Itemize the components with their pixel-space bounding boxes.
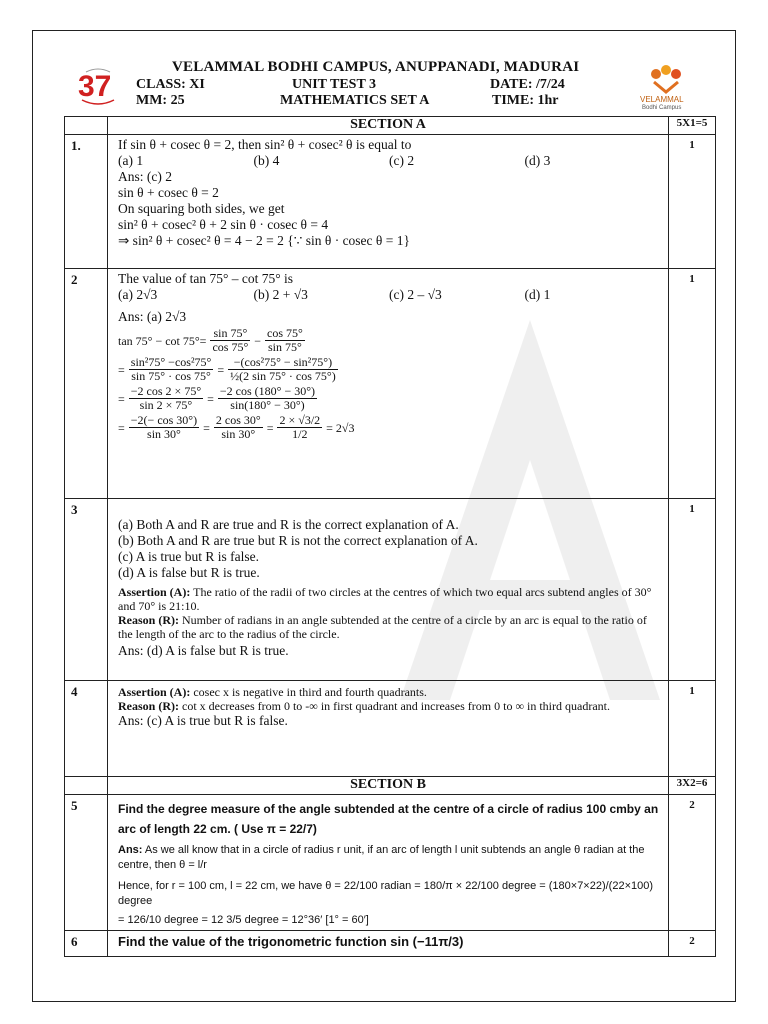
fraction: $\frac{-2(- \cos 30^\circ)}{\sin 30^\circ}$ — [130, 413, 198, 441]
section-a-marks: 5X1=5 — [669, 117, 716, 135]
answer-line: Ans: (c) A is true but R is false. — [118, 713, 288, 728]
option-c: (c) 2 – √3 — [389, 287, 442, 302]
solution-line: On squaring both sides, we get — [118, 201, 285, 216]
school-name: VELAMMAL BODHI CAMPUS, ANUPPANADI, MADURAI — [172, 59, 580, 75]
question-row-1 — [65, 135, 716, 269]
question-number: 1. — [65, 135, 108, 269]
fraction: $\frac{\text{−(cos²75° − sin²75°)}}{\text{½(2 sin 75° · cos 75°)}}$ — [230, 355, 336, 383]
fraction: $\frac{\cos 75^\circ}{\sin 75^\circ}$ — [267, 326, 303, 354]
solution-step-3: = $\frac{-2 \cos 2 \times 75^\circ}{\sin 2 \times 75^\circ}$ = $\frac{-2 \cos (180^\circ - 30^\circ)}{\sin(180^\circ - 30^\circ)}$ — [118, 384, 316, 412]
question-text: The value of tan 75° – cot 75° is — [118, 271, 294, 286]
solution-step-1: tan 75° − cot 75°= $\frac{\sin 75^\circ}{\cos 75^\circ}$ − $\frac{\cos 75^\circ}{\sin 75^\circ}$ — [118, 326, 303, 354]
question-number: 5 — [65, 795, 108, 931]
option-d: (d) 1 — [524, 287, 551, 302]
question-number: 6 — [65, 931, 108, 957]
class-label: CLASS: XI — [136, 77, 205, 92]
option-d: (d) A is false but R is true. — [118, 565, 260, 580]
question-marks: 2 — [669, 931, 716, 957]
solution-step-4: = $\frac{-2(- \cos 30^\circ)}{\sin 30^\circ}$ = $\frac{2 \cos 30^\circ}{\sin 30^\circ}$ = $\frac{2 \times √3/2}{1/2}$ = 2√3 — [118, 413, 355, 441]
question-number: 4 — [65, 681, 108, 777]
option-b: (b) 2 + √3 — [253, 287, 308, 302]
fraction: $\frac{-2 \cos 2 \times 75^\circ}{\sin 2 \times 75^\circ}$ — [130, 384, 202, 412]
fraction: $\frac{\sin 75^\circ}{\cos 75^\circ}$ — [212, 326, 249, 354]
option-c: (c) A is true but R is false. — [118, 549, 259, 564]
option-d: (d) 3 — [524, 153, 551, 168]
reason: Reason (R): Number of radians in an angle subtended at the centre of a circle by an arc is equal to the ratio of the length of the arc to the radius of the circle. — [118, 613, 647, 641]
answer-text: Ans: As we all know that in a circle of radius r unit, if an arc of length l unit subtends an angle θ radian at the centre, then θ = l/r — [118, 844, 645, 871]
solution-line: sin² θ + cosec² θ + 2 sin θ · cosec θ = 4 — [118, 217, 329, 232]
section-b-row — [65, 777, 716, 795]
section-a-row — [65, 117, 716, 135]
answer-line: Ans: (c) 2 — [118, 169, 172, 184]
solution-step-2: = $\frac{\text{sin²75° −cos²75°}}{\sin 75^\circ \cdot \cos 75^\circ}$ = $\frac{\text{−(cos²75° − sin²75°)}}{\text{½(2 sin 75° · cos 75°)}}$ — [118, 355, 336, 383]
option-b: (b) 4 — [253, 153, 280, 168]
question-marks: 1 — [669, 135, 716, 269]
fraction: $\frac{2 \times √3/2}{1/2}$ — [279, 413, 321, 441]
equation-lhs: tan 75° − cot 75°= — [118, 333, 207, 348]
question-text: Find the value of the trigonometric function sin (−11π/3) — [118, 934, 464, 949]
solution-result: = 126/10 degree = 12 3/5 degree = 12°36′ [1° = 60′] — [118, 914, 369, 926]
question-marks: 1 — [669, 681, 716, 777]
options — [118, 153, 660, 169]
question-row-5 — [65, 795, 716, 931]
option-a: (a) Both A and R are true and R is the correct explanation of A. — [118, 517, 459, 532]
reason: Reason (R): cot x decreases from 0 to -∞ in first quadrant and increases from 0 to ∞ in third quadrant. — [118, 699, 610, 713]
fraction: $\frac{-2 \cos (180^\circ - 30^\circ)}{\sin(180^\circ - 30^\circ)}$ — [219, 384, 316, 412]
velammal-bodhi-logo — [636, 62, 696, 110]
question-marks: 1 — [669, 499, 716, 681]
option-b: (b) Both A and R are true but R is not the correct explanation of A. — [118, 533, 478, 548]
option-a: (a) 1 — [118, 153, 144, 168]
date-label: DATE: /7/24 — [490, 77, 565, 92]
svg-text:Bodhi Campus: Bodhi Campus — [642, 105, 682, 110]
options — [118, 287, 660, 303]
answer-line: Ans: (d) A is false but R is true. — [118, 643, 289, 658]
question-row-3 — [65, 499, 716, 681]
solution-line: sin θ + cosec θ = 2 — [118, 185, 219, 200]
question-number: 2 — [65, 269, 108, 499]
final-value: = 2√3 — [326, 420, 355, 435]
time-label: TIME: 1hr — [492, 93, 559, 108]
assertion: Assertion (A): The ratio of the radii of two circles at the centres of which two equal arcs subtend angles of 30° and 70° is 21:10. — [118, 585, 652, 613]
question-marks: 1 — [669, 269, 716, 499]
svg-text:VELAMMAL: VELAMMAL — [640, 95, 684, 104]
anniversary-37-logo — [76, 64, 120, 108]
question-row-6 — [65, 931, 716, 957]
question-row-4 — [65, 681, 716, 777]
fraction: $\frac{2 \cos 30^\circ}{\sin 30^\circ}$ — [215, 413, 261, 441]
section-b-marks: 3X2=6 — [669, 777, 716, 795]
solution-line: ⇒ sin² θ + cosec² θ = 4 − 2 = 2 {∵ sin θ · cosec θ = 1} — [118, 233, 410, 248]
subject-set: MATHEMATICS SET A — [280, 93, 430, 108]
question-text: Find the degree measure of the angle subtended at the centre of a circle of radius 100 cmby an arc of length 22 cm. ( Use π = 22/7) — [118, 802, 659, 836]
question-number: 3 — [65, 499, 108, 681]
fraction: $\frac{\text{sin²75° −cos²75°}}{\sin 75^\circ \cdot \cos 75^\circ}$ — [130, 355, 212, 383]
assertion: Assertion (A): cosec x is negative in third and fourth quadrants. — [118, 685, 427, 699]
option-a: (a) 2√3 — [118, 287, 158, 302]
section-b-title: SECTION B — [108, 777, 669, 795]
question-text: If sin θ + cosec θ = 2, then sin² θ + cosec² θ is equal to — [118, 137, 412, 152]
question-marks: 2 — [669, 795, 716, 931]
question-row-2 — [65, 269, 716, 499]
section-a-title: SECTION A — [108, 117, 669, 135]
test-name: UNIT TEST 3 — [292, 77, 377, 92]
svg-text:37: 37 — [78, 70, 112, 103]
max-marks: MM: 25 — [136, 93, 185, 108]
question-table — [64, 116, 716, 957]
option-c: (c) 2 — [389, 153, 415, 168]
solution-line: Hence, for r = 100 cm, l = 22 cm, we have θ = 22/100 radian = 180/π × 22/100 degree = (180×7×22)/(22×100) degree — [118, 880, 654, 907]
answer-line: Ans: (a) 2√3 — [118, 309, 187, 324]
